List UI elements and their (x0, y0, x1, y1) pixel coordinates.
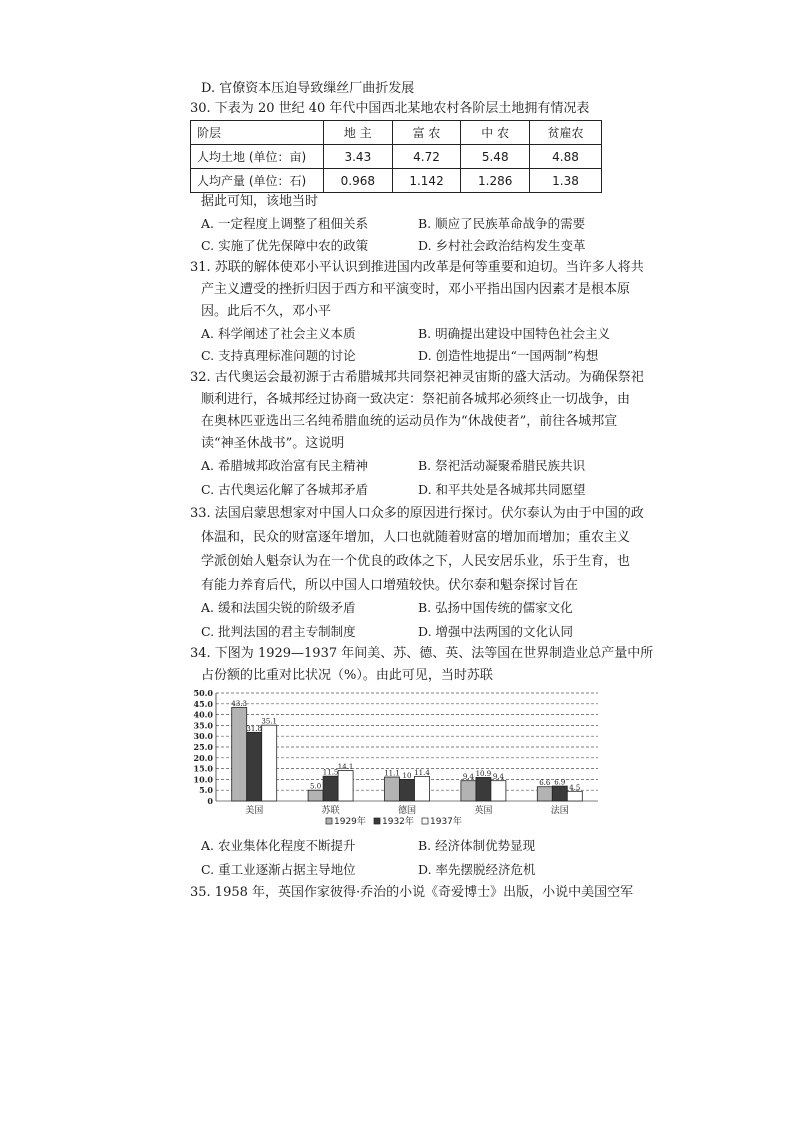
table-cell: 3.43 (324, 145, 393, 169)
q30-stem: 30. 下表为 20 世纪 40 年代中国西北某地农村各阶层土地拥有情况表 (190, 101, 590, 116)
q33-stem-line: 有能力养育后代，所以中国人口增殖较快。伏尔泰和魁奈探讨旨在 (201, 578, 579, 593)
bar (323, 776, 338, 801)
table-cell: 1.286 (461, 169, 530, 193)
q30-option-a: A. 一定程度上调整了租佃关系 (201, 216, 368, 231)
y-tick-label: 15.0 (193, 763, 213, 774)
q31-option-c: C. 支持真理标准问题的讨论 (201, 348, 356, 363)
data-label: 6.6 (539, 779, 551, 788)
data-label: 43.3 (231, 699, 247, 708)
data-label: 14.1 (337, 763, 354, 772)
data-label: 31.8 (246, 724, 262, 733)
q30-option-c: C. 实施了优先保障中农的政策 (201, 238, 369, 253)
q34-stem-line: 34. 下图为 1929—1937 年间美、苏、德、英、法等国在世界制造业总产量中所 (190, 646, 654, 661)
bar (338, 771, 353, 801)
table-cell: 0.968 (324, 169, 393, 193)
q34-option-c: C. 重工业逐渐占据主导地位 (201, 862, 356, 877)
bar (400, 779, 415, 801)
q30-prompt: 据此可知，该地当时 (201, 194, 319, 209)
table-row (191, 169, 602, 193)
q33-option-d: D. 增强中法两国的文化认同 (418, 624, 574, 639)
y-tick-label: 40.0 (193, 709, 213, 720)
y-tick-label: 10.0 (193, 774, 213, 785)
q35-stem-line: 35. 1958 年，英国作家彼得·乔治的小说《奇爱博士》出版，小说中美国空军 (190, 885, 634, 900)
y-tick-label: 25.0 (193, 742, 213, 752)
y-tick-label: 0 (207, 796, 213, 806)
bar (385, 777, 400, 801)
legend-label: 1929年 (334, 817, 366, 827)
bar (491, 781, 506, 801)
q31-option-d: D. 创造性地提出“一国两制”构想 (418, 348, 599, 363)
q31-option-b: B. 明确提出建设中国特色社会主义 (418, 326, 611, 341)
q32-option-b: B. 祭祀活动凝聚希腊民族共识 (418, 458, 586, 473)
q34-stem-line: 占份额的比重对比状况（%）。由此可见，当时苏联 (201, 668, 493, 683)
y-tick-label: 45.0 (193, 698, 213, 709)
table-cell: 1.142 (392, 169, 461, 193)
legend-label: 1937年 (430, 817, 462, 827)
q34-option-d: D. 率先摆脱经济危机 (418, 862, 536, 877)
q33-stem-line: 学派创始人魁奈认为在一个优良的政体之下，人民安居乐业，乐于生育，也 (201, 554, 631, 569)
data-label: 9.4 (492, 773, 504, 782)
q31-stem-line: 因。此后不久，邓小平 (201, 304, 332, 319)
data-label: 11.4 (414, 768, 430, 777)
bar (567, 791, 582, 801)
q32-stem-line: 读“神圣休战书”。这说明 (201, 436, 345, 451)
bar (461, 781, 476, 801)
x-tick-label: 苏联 (321, 806, 340, 816)
table-cell: 4.88 (530, 145, 602, 169)
legend-swatch (326, 818, 332, 824)
x-tick-label: 美国 (245, 806, 264, 816)
table-header-cell: 富 农 (392, 121, 461, 145)
table-cell: 1.38 (530, 169, 602, 193)
bar (476, 777, 491, 801)
q29-option-d: D. 官僚资本压迫导致缫丝厂曲折发展 (201, 81, 415, 96)
q32-option-d: D. 和平共处是各城邦共同愿望 (418, 482, 586, 497)
q31-stem-line: 产主义遭受的挫折归因于西方和平演变时，邓小平指出国内因素才是根本原 (201, 282, 631, 297)
data-label: 9.4 (462, 773, 474, 782)
data-label: 10.9 (475, 769, 492, 778)
data-label: 6.9 (554, 778, 566, 787)
q32-stem-line: 顺利进行，各城邦经过协商一致决定：祭祀前各城邦必须终止一切战争，由 (201, 392, 631, 407)
q32-option-c: C. 古代奥运化解了各城邦矛盾 (201, 482, 369, 497)
land-ownership-table (190, 120, 602, 193)
q34-option-b: B. 经济体制优势显现 (418, 838, 536, 853)
bar (232, 707, 247, 801)
q33-option-c: C. 批判法国的君主专制制度 (201, 624, 356, 639)
q33-option-b: B. 弘扬中国传统的儒家文化 (418, 600, 573, 615)
bar (308, 790, 323, 801)
q32-stem-line: 在奥林匹亚选出三名纯希腊血统的运动员作为“休战使者”，前往各城邦宣 (201, 414, 618, 429)
y-tick-label: 30.0 (193, 731, 213, 742)
table-cell: 4.72 (392, 145, 461, 169)
table-header-cell: 中 农 (461, 121, 530, 145)
table-row (191, 145, 602, 169)
q30-option-d: D. 乡村社会政治结构发生变革 (418, 238, 586, 253)
x-tick-label: 法国 (550, 806, 569, 816)
bar (262, 725, 277, 801)
bar (552, 786, 567, 801)
table-cell: 5.48 (461, 145, 530, 169)
legend-swatch (374, 818, 380, 824)
legend-label: 1932年 (382, 817, 414, 827)
data-label: 11.1 (384, 769, 400, 778)
data-label: 5.0 (310, 782, 322, 791)
x-tick-label: 德国 (397, 806, 417, 816)
q33-stem-line: 33. 法国启蒙思想家对中国人口众多的原因进行探讨。伏尔泰认为由于中国的政 (190, 506, 644, 521)
data-label: 10 (402, 771, 412, 780)
q31-option-a: A. 科学阐述了社会主义本质 (201, 326, 356, 341)
bar (415, 776, 430, 801)
bar (537, 787, 552, 801)
data-label: 11.5 (322, 768, 339, 777)
table-header-cell: 贫雇农 (530, 121, 602, 145)
table-cell: 人均产量 (单位：石) (191, 169, 324, 193)
y-tick-label: 5.0 (199, 785, 213, 796)
table-cell: 人均土地 (单位：亩) (191, 145, 324, 169)
bar (247, 732, 262, 801)
q32-option-a: A. 希腊城邦政治富有民主精神 (201, 458, 368, 473)
q32-stem-line: 32. 古代奥运会最初源于古希腊城邦共同祭祀神灵宙斯的盛大活动。为确保祭祀 (190, 370, 644, 385)
table-header-cell: 地 主 (324, 121, 393, 145)
manufacturing-share-chart (186, 688, 606, 830)
q31-stem-line: 31. 苏联的解体使邓小平认识到推进国内改革是何等重要和迫切。当许多人将共 (190, 260, 644, 275)
x-tick-label: 英国 (474, 806, 493, 816)
y-tick-label: 35.0 (193, 720, 213, 731)
q34-option-a: A. 农业集体化程度不断提升 (201, 838, 356, 853)
data-label: 35.1 (261, 717, 277, 726)
data-label: 4.5 (569, 783, 581, 792)
q33-stem-line: 体温和，民众的财富逐年增加，人口也就随着财富的增加而增加；重农主义 (201, 530, 631, 545)
table-header-cell: 阶层 (191, 121, 324, 145)
q33-option-a: A. 缓和法国尖锐的阶级矛盾 (201, 600, 356, 615)
y-tick-label: 20.0 (193, 752, 213, 763)
legend-swatch (422, 818, 428, 824)
q30-option-b: B. 顺应了民族革命战争的需要 (418, 216, 586, 231)
y-tick-label: 50.0 (193, 688, 213, 698)
table-header-row (191, 121, 602, 145)
